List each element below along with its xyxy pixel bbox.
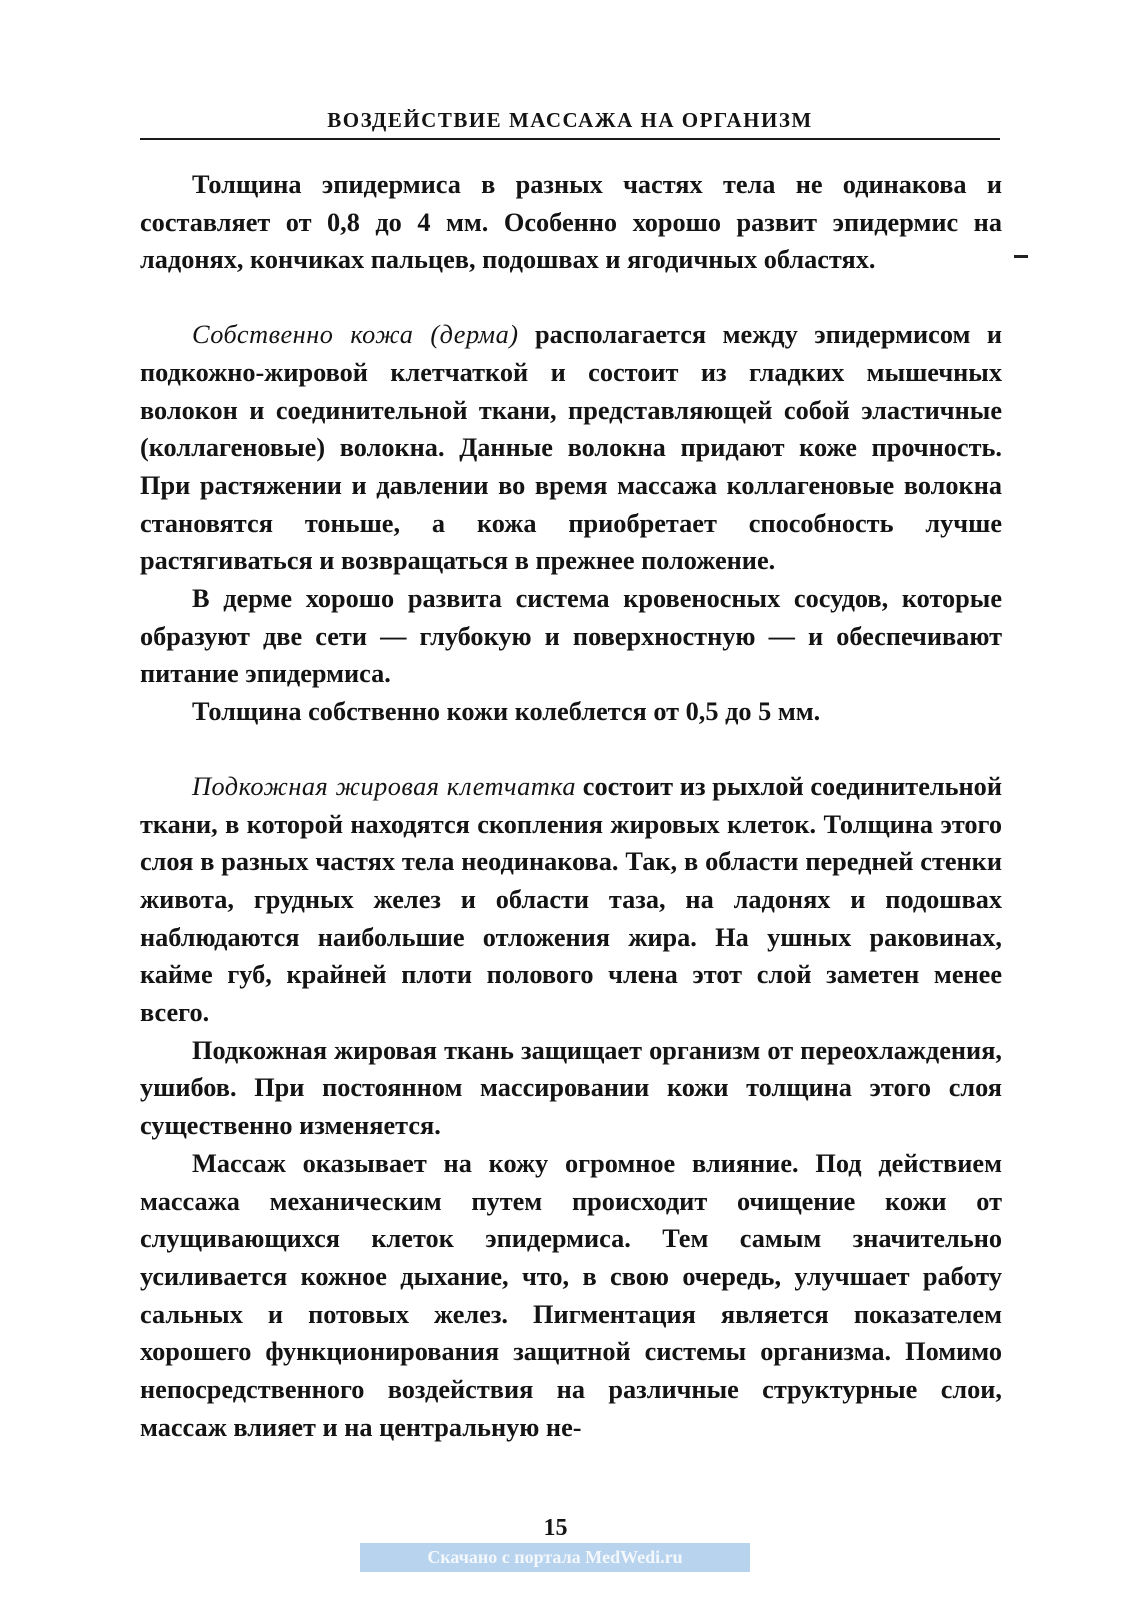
watermark-banner: Скачано с портала MedWedi.ru xyxy=(360,1543,750,1572)
paragraph-text: Толщина эпидермиса в разных частях тела не одинакова и составляет от 0,8 до 4 мм. Особенно хорошо развит эпидермис на ладонях, кончиках пальцев, подошвах и ягодичных областях. xyxy=(140,170,1002,275)
paragraph-text: располагается между эпидермисом и подкожно-жировой клетчаткой и состоит из гладких мышечных волокон и соединительной ткани, представляющей собой эластичные (коллагеновые) волокна. Данные волокна придают коже прочность. При растяжении и давлении во время массажа коллагеновые волокна становятся тоньше, а кожа приобретает способность лучше растягиваться и возвращаться в прежнее положение. xyxy=(140,320,1003,576)
margin-mark xyxy=(1014,255,1028,258)
term-dermis: Собственно кожа (дерма) xyxy=(192,320,519,350)
paragraph-blood-vessels xyxy=(140,580,1002,693)
paragraph-subcutaneous-fat xyxy=(140,768,1002,1032)
header-rule xyxy=(140,138,1000,140)
paragraph-epidermis-thickness xyxy=(140,166,1002,279)
paragraph-text: Подкожная жировая ткань защищает организм от переохлаждения, ушибов. При постоянном массировании кожи толщина этого слоя существенно изменяется. xyxy=(140,1035,1002,1141)
page-body xyxy=(140,166,1002,1447)
paragraph-text: Массаж оказывает на кожу огромное влияние. Под действием массажа механическим путем происходит очищение кожи от слущивающихся клеток эпидермиса. Тем самым значительно усиливается кожное дыхание, что, в свою очередь, улучшает работу сальных и потовых желез. Пигментация является показателем хорошего функционирования защитной системы организма. Помимо непосредственного воздействия на различные структурные слои, массаж влияет и на центральную не- xyxy=(140,1148,1002,1442)
paragraph-text: В дерме хорошо развита система кровеносных сосудов, которые образуют две сети — глубокую и поверхностную — и обеспечивают питание эпидермиса. xyxy=(140,584,1002,689)
paragraph-massage-influence xyxy=(140,1145,1002,1447)
page-number: 15 xyxy=(543,1515,568,1541)
paragraph-text: Толщина собственно кожи колеблется от 0,5 до 5 мм. xyxy=(192,697,821,727)
paragraph-fat-protection xyxy=(140,1032,1002,1145)
paragraph-dermis xyxy=(140,316,1002,580)
paragraph-text: состоит из рыхлой соединительной ткани, в которой находятся скопления жировых клеток. Толщина этого слоя в разных частях тела неодинакова. Так, в области передней стенки живота, грудных желез и области таза, на ладонях и подошвах наблюдаются наибольшие отложения жира. На ушных раковинах, кайме губ, крайней плоти полового члена этот слой заметен менее всего. xyxy=(140,771,1002,1028)
running-title: ВОЗДЕЙСТВИЕ МАССАЖА НА ОРГАНИЗМ xyxy=(327,108,813,132)
paragraph-dermis-thickness xyxy=(140,693,1002,731)
term-subcutaneous-fat: Подкожная жировая клетчатка xyxy=(192,771,577,801)
